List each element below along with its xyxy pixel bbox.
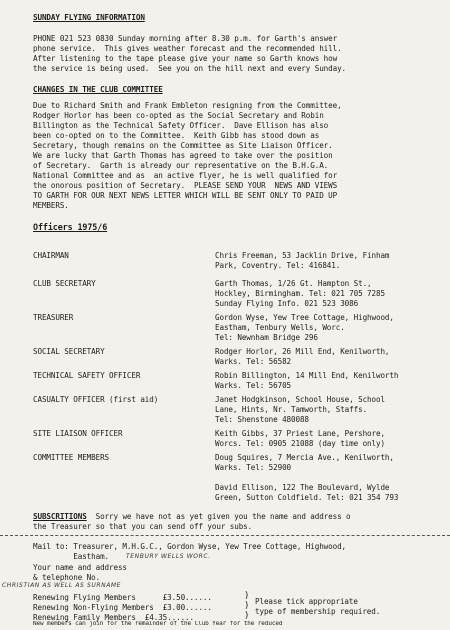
changes-line: Rodger Horlor has been co-opted as the Social Secretary and Robin [33, 111, 324, 120]
changes-line: been co-opted on to the Committee. Keith Gibb has stood down as [33, 131, 320, 140]
changes-line: Due to Richard Smith and Frank Embleton resigning from the Committee, [33, 101, 342, 110]
subscriptions-line [33, 512, 351, 521]
officer-detail: Chris Freeman, 53 Jacklin Drive, Finham [215, 251, 390, 260]
sunday-line: PHONE 021 523 0830 Sunday morning after 8.30 p.m. for Garth's answer [33, 34, 338, 43]
officer-detail: Rodger Horlor, 26 Mill End, Kenilworth, [215, 347, 390, 356]
subscriptions-line: the Treasurer so that you can send off your subs. [33, 522, 253, 531]
officer-detail: Warks. Tel: 56705 [215, 381, 292, 390]
changes-line: Secretary, though remains on the Committee as Site Liaison Officer. [33, 141, 333, 150]
changes-line: MEMBERS. [33, 201, 69, 210]
officer-detail: Warks. Tel: 56582 [215, 357, 292, 366]
officer-role: CLUB SECRETARY [33, 279, 96, 288]
sunday-line: the service is being used. See you on the hill next and every Sunday. [33, 64, 347, 73]
officer-detail: Doug Squires, 7 Mercia Ave., Kenilworth, [215, 453, 394, 462]
brace-mark: ) [244, 601, 250, 611]
new-members-line: New members can join for the remainder of the Club Year for the reduced [33, 621, 283, 627]
officer-detail: Worcs. Tel: 0905 21088 (day time only) [215, 439, 385, 448]
fee-row: Renewing Flying Members £3.50...... [33, 593, 212, 602]
tick-instruction: type of membership required. [255, 607, 381, 616]
changes-heading: CHANGES IN THE CLUB COMMITTEE [33, 85, 163, 94]
officer-detail: Eastham, Tenbury Wells, Worc. [215, 323, 345, 332]
handwritten-address: TENBURY WELLS WORC. [126, 553, 211, 560]
officer-detail: Warks. Tel: 52900 [215, 463, 292, 472]
officer-detail: Tel: Newnham Bridge 296 [215, 333, 318, 342]
officer-detail: Tel: Shenstone 480088 [215, 415, 309, 424]
mail-line: Eastham. [33, 552, 110, 561]
telephone-label: & telephone No. [33, 573, 101, 582]
officer-detail: Garth Thomas, 1/26 Gt. Hampton St., [215, 279, 372, 288]
brace-mark: ) [244, 591, 250, 601]
changes-line: National Committee and as an active flyer, he is well qualified for [33, 171, 338, 180]
officer-detail: Robin Billington, 14 Mill End, Kenilworth [215, 371, 399, 380]
tick-instruction: Please tick appropriate [255, 597, 358, 606]
officer-detail: Gordon Wyse, Yew Tree Cottage, Highwood, [215, 313, 394, 322]
officer-role: SOCIAL SECRETARY [33, 347, 105, 356]
changes-line: Billington as the Technical Safety Officer. Dave Ellison has also [33, 121, 329, 130]
sunday-heading: SUNDAY FLYING INFORMATION [33, 13, 145, 22]
officer-detail: Park, Coventry. Tel: 416841. [215, 261, 341, 270]
handwritten-note: CHRISTIAN AS WELL AS SURNAME [2, 582, 122, 589]
officer-detail: Hockley, Birmingham. Tel: 021 705 7285 [215, 289, 385, 298]
changes-line: TO GARTH FOR OUR NEXT NEWS LETTER WHICH WILL BE SENT ONLY TO PAID UP [33, 191, 338, 200]
changes-line: We are lucky that Garth Thomas has agreed to take over the position [33, 151, 333, 160]
officer-role: COMMITTEE MEMBERS [33, 453, 110, 462]
sunday-line: phone service. This gives weather forecast and the recommended hill. [33, 44, 342, 53]
mail-line: Mail to: Treasurer, M.H.G.C., Gordon Wyse, Yew Tree Cottage, Highwood, [33, 542, 347, 551]
cut-line [0, 535, 450, 536]
sunday-line: After listening to the tape please give your name so Garth knows how [33, 54, 338, 63]
officer-detail: Janet Hodgkinson, School House, School [215, 395, 385, 404]
officer-role: TECHNICAL SAFETY OFFICER [33, 371, 141, 380]
name-address-label: Your name and address [33, 563, 127, 572]
officer-detail: David Ellison, 122 The Boulevard, Wylde [215, 483, 390, 492]
officer-role: TREASURER [33, 313, 74, 322]
changes-line: of Secretary. Garth is already our representative on the B.H.G.A. [33, 161, 329, 170]
officer-detail: Keith Gibbs, 37 Priest Lane, Pershore, [215, 429, 385, 438]
officer-detail: Sunday Flying Info. 021 523 3086 [215, 299, 359, 308]
officer-detail: Green, Sutton Coldfield. Tel: 021 354 793 [215, 493, 399, 502]
officer-role: SITE LIAISON OFFICER [33, 429, 123, 438]
changes-line: the onorous position of Secretary. PLEASE SEND YOUR NEWS AND VIEWS [33, 181, 338, 190]
subscriptions-heading: SUBSCRITIONS [33, 512, 87, 521]
brace-mark: ) [244, 611, 250, 621]
subscriptions-text: Sorry we have not as yet given you the name and address o [86, 512, 351, 521]
officers-heading: Officers 1975/6 [33, 222, 108, 232]
officer-detail: Lane, Hints, Nr. Tamworth, Staffs. [215, 405, 368, 414]
fee-row: Renewing Non-Flying Members £3.00...... [33, 603, 212, 612]
officer-role: CASUALTY OFFICER (first aid) [33, 395, 159, 404]
fee-row: Renewing Family Members £4.35...... [33, 613, 194, 622]
officer-role: CHAIRMAN [33, 251, 69, 260]
